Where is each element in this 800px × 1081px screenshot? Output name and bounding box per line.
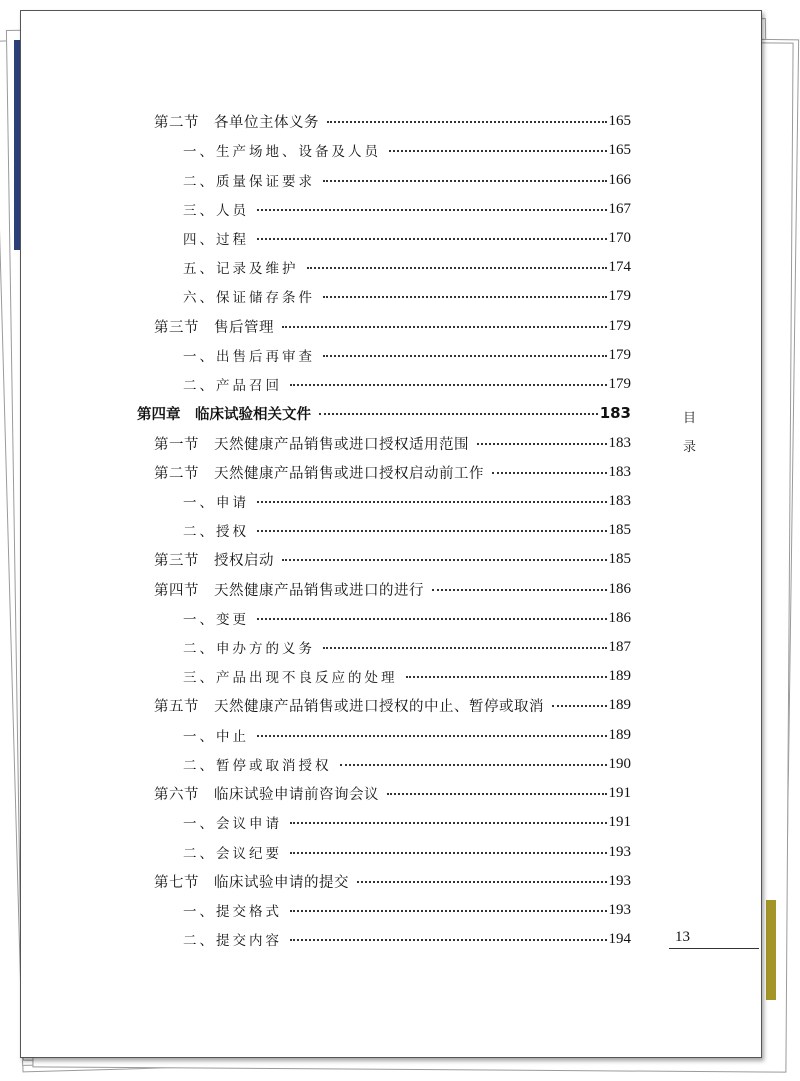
toc-entry-title: 第二节 各单位主体义务 xyxy=(154,114,319,131)
toc-item-entry[interactable] xyxy=(183,489,631,513)
toc-item-entry[interactable] xyxy=(183,284,631,308)
toc-page-number: 167 xyxy=(608,200,631,217)
toc-leader-dots xyxy=(290,852,607,854)
toc-leader-dots xyxy=(290,939,607,941)
toc-page-number: 191 xyxy=(608,784,631,801)
toc-leader-dots xyxy=(319,413,598,415)
toc-entry-title: 二、产品召回 xyxy=(183,378,282,394)
toc-leader-dots xyxy=(323,355,607,357)
toc-leader-dots xyxy=(257,501,607,503)
toc-section-entry[interactable] xyxy=(154,547,631,571)
page-number-rule xyxy=(669,948,759,949)
side-label-char: 录 xyxy=(683,440,697,455)
toc-item-entry[interactable] xyxy=(183,168,631,192)
toc-page-number: 179 xyxy=(608,287,631,304)
toc-leader-dots xyxy=(323,180,607,182)
toc-page-number: 179 xyxy=(608,346,631,363)
toc-page-number: 194 xyxy=(608,930,631,947)
toc-page xyxy=(20,10,762,1058)
toc-chapter-entry[interactable] xyxy=(137,401,631,425)
toc-section-entry[interactable] xyxy=(154,109,631,133)
toc-page-number: 186 xyxy=(608,609,631,626)
toc-entry-title: 第六节 临床试验申请前咨询会议 xyxy=(154,786,379,803)
toc-page-number: 190 xyxy=(608,755,631,772)
page-number: 13 xyxy=(675,929,690,945)
toc-section-entry[interactable] xyxy=(154,577,631,601)
toc-item-entry[interactable] xyxy=(183,723,631,747)
toc-item-entry[interactable] xyxy=(183,664,631,688)
toc-item-entry[interactable] xyxy=(183,255,631,279)
toc-leader-dots xyxy=(257,530,607,532)
toc-item-entry[interactable] xyxy=(183,810,631,834)
toc-section-entry[interactable] xyxy=(154,869,631,893)
toc-leader-dots xyxy=(257,618,607,620)
toc-page-number: 166 xyxy=(608,171,631,188)
toc-item-entry[interactable] xyxy=(183,518,631,542)
toc-page-number: 174 xyxy=(608,258,631,275)
toc-entry-title: 一、申请 xyxy=(183,495,249,511)
toc-entry-title: 一、提交格式 xyxy=(183,904,282,920)
toc-leader-dots xyxy=(406,676,607,678)
toc-entry-title: 一、会议申请 xyxy=(183,816,282,832)
toc-entry-title: 第四节 天然健康产品销售或进口的进行 xyxy=(154,582,424,599)
toc-item-entry[interactable] xyxy=(183,226,631,250)
table-of-contents xyxy=(21,11,761,1057)
toc-item-entry[interactable] xyxy=(183,927,631,951)
toc-entry-title: 一、中止 xyxy=(183,729,249,745)
toc-leader-dots xyxy=(290,822,607,824)
toc-page-number: 185 xyxy=(608,521,631,538)
toc-page-number: 189 xyxy=(608,667,631,684)
toc-page-number: 185 xyxy=(608,550,631,567)
side-label-char: 目 xyxy=(683,411,697,426)
toc-page-number: 193 xyxy=(608,872,631,889)
toc-leader-dots xyxy=(323,296,607,298)
toc-entry-title: 三、产品出现不良反应的处理 xyxy=(183,670,398,686)
toc-leader-dots xyxy=(340,764,607,766)
toc-entry-title: 六、保证储存条件 xyxy=(183,290,315,306)
toc-section-entry[interactable] xyxy=(154,314,631,338)
toc-entry-title: 二、申办方的义务 xyxy=(183,641,315,657)
toc-page-number: 191 xyxy=(608,813,631,830)
toc-entry-title: 三、人员 xyxy=(183,203,249,219)
toc-leader-dots xyxy=(387,793,607,795)
toc-entry-title: 二、暂停或取消授权 xyxy=(183,758,332,774)
toc-entry-title: 第三节 授权启动 xyxy=(154,552,274,569)
toc-entry-title: 第三节 售后管理 xyxy=(154,319,274,336)
toc-leader-dots xyxy=(290,910,607,912)
toc-entry-title: 五、记录及维护 xyxy=(183,261,299,277)
toc-item-entry[interactable] xyxy=(183,197,631,221)
toc-entry-title: 二、授权 xyxy=(183,524,249,540)
toc-leader-dots xyxy=(552,705,607,707)
toc-leader-dots xyxy=(257,735,607,737)
toc-leader-dots xyxy=(389,150,607,152)
toc-page-number: 170 xyxy=(608,229,631,246)
toc-item-entry[interactable] xyxy=(183,635,631,659)
cover-edge-accent-gold xyxy=(766,900,776,1000)
toc-entry-title: 一、出售后再审查 xyxy=(183,349,315,365)
toc-section-entry[interactable] xyxy=(154,781,631,805)
toc-page-number: 165 xyxy=(608,112,631,129)
toc-page-number: 183 xyxy=(599,404,631,422)
toc-page-number: 189 xyxy=(608,726,631,743)
toc-leader-dots xyxy=(327,121,607,123)
toc-page-number: 183 xyxy=(608,434,631,451)
toc-page-number: 179 xyxy=(608,375,631,392)
toc-section-entry[interactable] xyxy=(154,693,631,717)
toc-leader-dots xyxy=(257,209,607,211)
toc-entry-title: 第二节 天然健康产品销售或进口授权启动前工作 xyxy=(154,465,484,482)
toc-leader-dots xyxy=(477,443,607,445)
toc-entry-title: 二、会议纪要 xyxy=(183,846,282,862)
toc-entry-title: 一、变更 xyxy=(183,612,249,628)
toc-page-number: 179 xyxy=(608,317,631,334)
toc-leader-dots xyxy=(282,559,607,561)
toc-entry-title: 二、质量保证要求 xyxy=(183,174,315,190)
toc-entry-title: 二、提交内容 xyxy=(183,933,282,949)
toc-entry-title: 第七节 临床试验申请的提交 xyxy=(154,874,349,891)
toc-leader-dots xyxy=(307,267,607,269)
toc-entry-title: 四、过程 xyxy=(183,232,249,248)
toc-page-number: 193 xyxy=(608,901,631,918)
toc-leader-dots xyxy=(357,881,607,883)
toc-page-number: 186 xyxy=(608,580,631,597)
toc-item-entry[interactable] xyxy=(183,343,631,367)
toc-item-entry[interactable] xyxy=(183,898,631,922)
toc-page-number: 189 xyxy=(608,696,631,713)
toc-leader-dots xyxy=(282,326,607,328)
toc-page-number: 193 xyxy=(608,843,631,860)
toc-section-entry[interactable] xyxy=(154,431,631,455)
toc-leader-dots xyxy=(323,647,607,649)
toc-item-entry[interactable] xyxy=(183,372,631,396)
toc-entry-title: 第一节 天然健康产品销售或进口授权适用范围 xyxy=(154,436,469,453)
toc-leader-dots xyxy=(290,384,607,386)
toc-page-number: 183 xyxy=(608,463,631,480)
toc-item-entry[interactable] xyxy=(183,752,631,776)
toc-section-entry[interactable] xyxy=(154,460,631,484)
toc-page-number: 165 xyxy=(608,141,631,158)
toc-item-entry[interactable] xyxy=(183,606,631,630)
toc-entry-title: 一、生产场地、设备及人员 xyxy=(183,144,381,160)
toc-leader-dots xyxy=(432,589,607,591)
toc-entry-title: 第五节 天然健康产品销售或进口授权的中止、暂停或取消 xyxy=(154,698,544,715)
toc-item-entry[interactable] xyxy=(183,840,631,864)
toc-entry-title: 第四章 临床试验相关文件 xyxy=(137,406,311,423)
toc-item-entry[interactable] xyxy=(183,138,631,162)
toc-page-number: 183 xyxy=(608,492,631,509)
toc-leader-dots xyxy=(257,238,607,240)
toc-leader-dots xyxy=(492,472,607,474)
toc-page-number: 187 xyxy=(608,638,631,655)
